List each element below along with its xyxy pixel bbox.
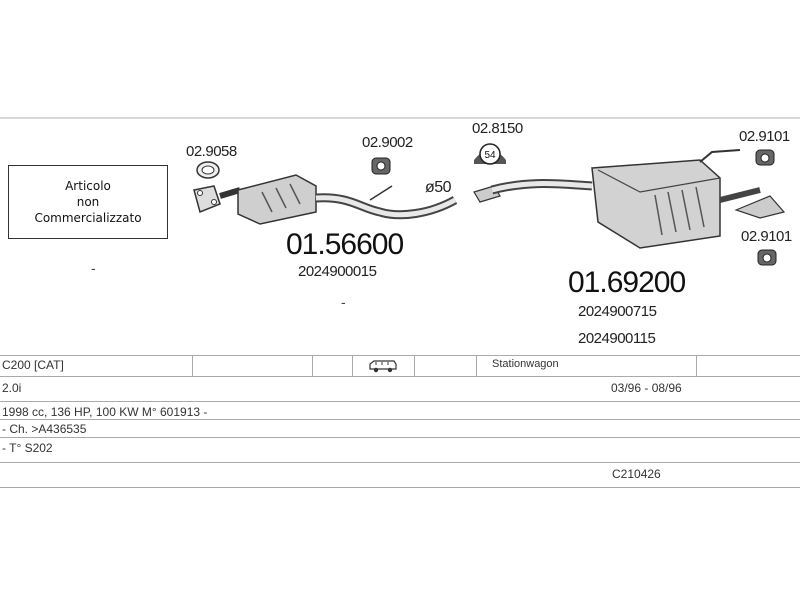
not-sold-line-1: Articolo bbox=[65, 179, 111, 193]
hanger-rear-top-code[interactable]: 02.9101 bbox=[739, 128, 790, 145]
table-row bbox=[0, 462, 800, 488]
model-cell: C200 [CAT] bbox=[2, 358, 64, 372]
table-row bbox=[0, 376, 800, 402]
mark-1: - bbox=[91, 260, 96, 276]
mark-2: - bbox=[341, 294, 346, 310]
mid-hanger-icon[interactable] bbox=[372, 158, 390, 174]
code-cell: C210426 bbox=[612, 467, 661, 481]
rear-hanger-bottom-icon[interactable] bbox=[758, 250, 776, 265]
rear-section-number[interactable]: 01.69200 bbox=[568, 266, 686, 299]
ring-54-icon[interactable] bbox=[474, 144, 506, 164]
front-catalyst-icon[interactable] bbox=[220, 175, 455, 224]
chassis-cell: - Ch. >A436535 bbox=[2, 422, 87, 436]
front-section-number[interactable]: 01.56600 bbox=[286, 228, 404, 261]
table-row bbox=[0, 437, 800, 463]
car-wagon-icon bbox=[368, 359, 398, 376]
diameter-label: ø50 bbox=[425, 179, 452, 196]
hanger-mid-code[interactable]: 02.9002 bbox=[362, 134, 413, 151]
not-sold-line-2: non bbox=[76, 195, 100, 209]
front-section-oem: 2024900015 bbox=[298, 263, 377, 280]
rear-section-oem-2: 2024900115 bbox=[578, 330, 656, 347]
front-clamp-icon[interactable] bbox=[197, 162, 219, 178]
period-cell: 03/96 - 08/96 bbox=[611, 381, 682, 395]
ring-code[interactable]: 02.8150 bbox=[472, 120, 523, 137]
not-sold-line-3: Commercializzato bbox=[34, 211, 142, 225]
rear-section-oem-1: 2024900715 bbox=[578, 303, 657, 320]
table-row bbox=[0, 419, 800, 438]
clamp-front-code[interactable]: 02.9058 bbox=[186, 143, 237, 160]
rear-hanger-top-icon[interactable] bbox=[756, 150, 774, 165]
specs-cell: 1998 cc, 136 HP, 100 KW M° 601913 - bbox=[2, 405, 208, 419]
rear-muffler-icon[interactable] bbox=[474, 150, 784, 248]
table-row bbox=[0, 401, 800, 420]
front-flange-icon[interactable] bbox=[194, 186, 220, 212]
ring-54-label: 54 bbox=[484, 150, 496, 161]
hanger-rear-bottom-code[interactable]: 02.9101 bbox=[741, 228, 792, 245]
type-cell: - T° S202 bbox=[2, 441, 53, 455]
table-row bbox=[0, 355, 800, 377]
engine-cell: 2.0i bbox=[2, 381, 22, 395]
body-type-cell: Stationwagon bbox=[492, 358, 559, 370]
